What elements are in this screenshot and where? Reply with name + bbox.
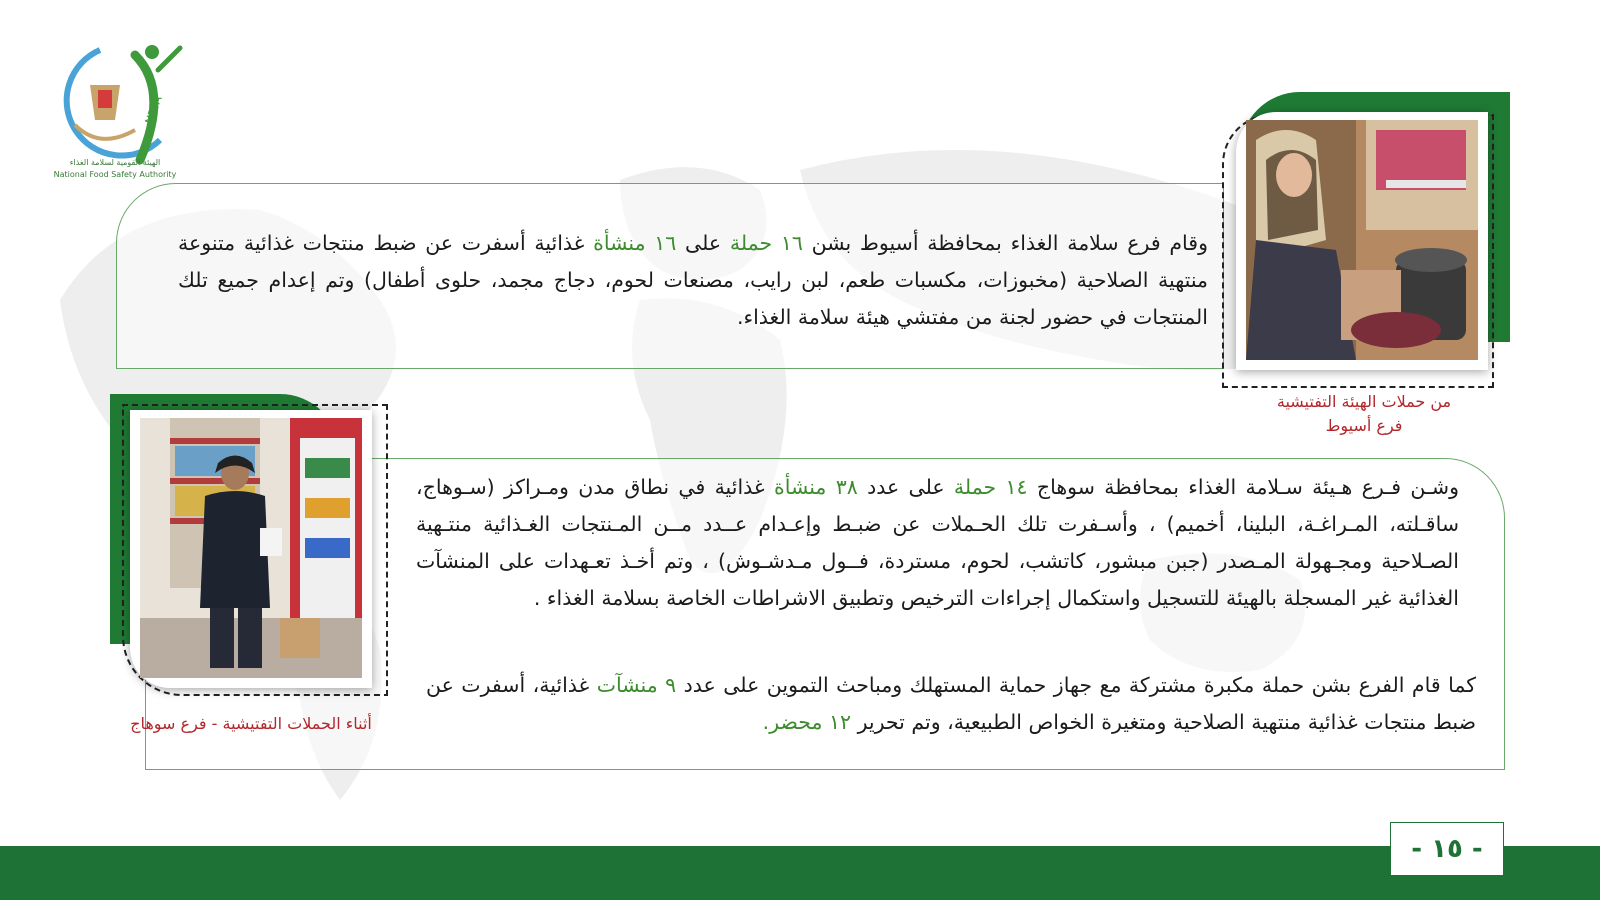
highlighted-count: ١٤ حملة <box>953 475 1028 499</box>
assiut-inspection-photo <box>1246 120 1478 360</box>
highlighted-count: ١٢ محضر. <box>762 710 852 734</box>
highlighted-count: ١٦ حملة <box>729 231 803 255</box>
section1-text <box>178 225 1208 336</box>
highlighted-count: ٣٨ منشأة <box>773 475 858 499</box>
assiut-photo-frame <box>1222 92 1510 386</box>
sohag-photo-frame <box>110 394 390 704</box>
assiut-photo-caption <box>1244 390 1484 438</box>
logo-arabic-name: الهيئة القومية لسلامة الغذاء <box>69 158 161 167</box>
section2-additional-text <box>426 667 1476 741</box>
paragraph-text: غذائية أسفرت عن ضبط منتجات غذائية متنوعة منتهية الصلاحية (مخبوزات، مكسبات طعم، لبن رايب، مصنعات لحوم، دجاج مجمد، حلوى أطفال) وتم إعدام جميع تلك المنتجات في حضور لجنة من مفتشي هيئة سلامة الغذاء. <box>178 231 1208 329</box>
page-number: - ١٥ - <box>1390 822 1504 876</box>
section2-text <box>416 469 1459 617</box>
paragraph-text: وشـن فـرع هـيئة سـلامة الغذاء بمحافظة سوهاج <box>1027 475 1460 499</box>
sohag-photo-caption: أثناء الحملات التفتيشية - فرع سوهاج <box>130 714 372 733</box>
paragraph-text: على <box>676 231 730 255</box>
logo-english-name: National Food Safety Authority <box>53 170 177 179</box>
assiut-caption-line2: فرع أسيوط <box>1325 416 1403 435</box>
paragraph-text: وقام فرع سلامة الغذاء بمحافظة أسيوط بشن <box>802 231 1208 255</box>
paragraph-text: كما قام الفرع بشن حملة مكبرة مشتركة مع جهاز حماية المستهلك ومباحث التموين على عدد <box>676 673 1476 697</box>
paragraph-text: غذائية، أسفرت عن ضبط منتجات غذائية منتهية الصلاحية ومتغيرة الخواص الطبيعية، وتم تحرير <box>426 673 1476 734</box>
svg-text:NFSA: NFSA <box>142 94 165 127</box>
assiut-caption-line1: من حملات الهيئة التفتيشية <box>1276 392 1452 411</box>
footer-bar <box>0 846 1600 900</box>
sohag-inspection-photo <box>140 418 362 678</box>
highlighted-count: ٩ منشآت <box>596 673 677 697</box>
paragraph-text: غذائية في نطاق مدن ومـراكز (سـوهاج، ساقـلته، المـراغـة، البلينا، أخميم) ، وأسـفرت تلك الحـملات عن ضبـط وإعـدام عــدد مــن المـنتجات الغـذائية منتـهية الصـلاحية ومجـهولة المـصدر (جبن مبشور، كاتشب، لحوم، مستردة، فــول مـدشـوش) ، وتم أخـذ تعـهدات على المنشآت الغذائية غير المسجلة بالهيئة للتسجيل واستكمال إجراءات الترخيص وتطبيق الاشراطات الخاصة بسلامة الغذاء . <box>416 475 1459 610</box>
paragraph-text: على عدد <box>857 475 954 499</box>
highlighted-count: ١٦ منشأة <box>593 231 677 255</box>
